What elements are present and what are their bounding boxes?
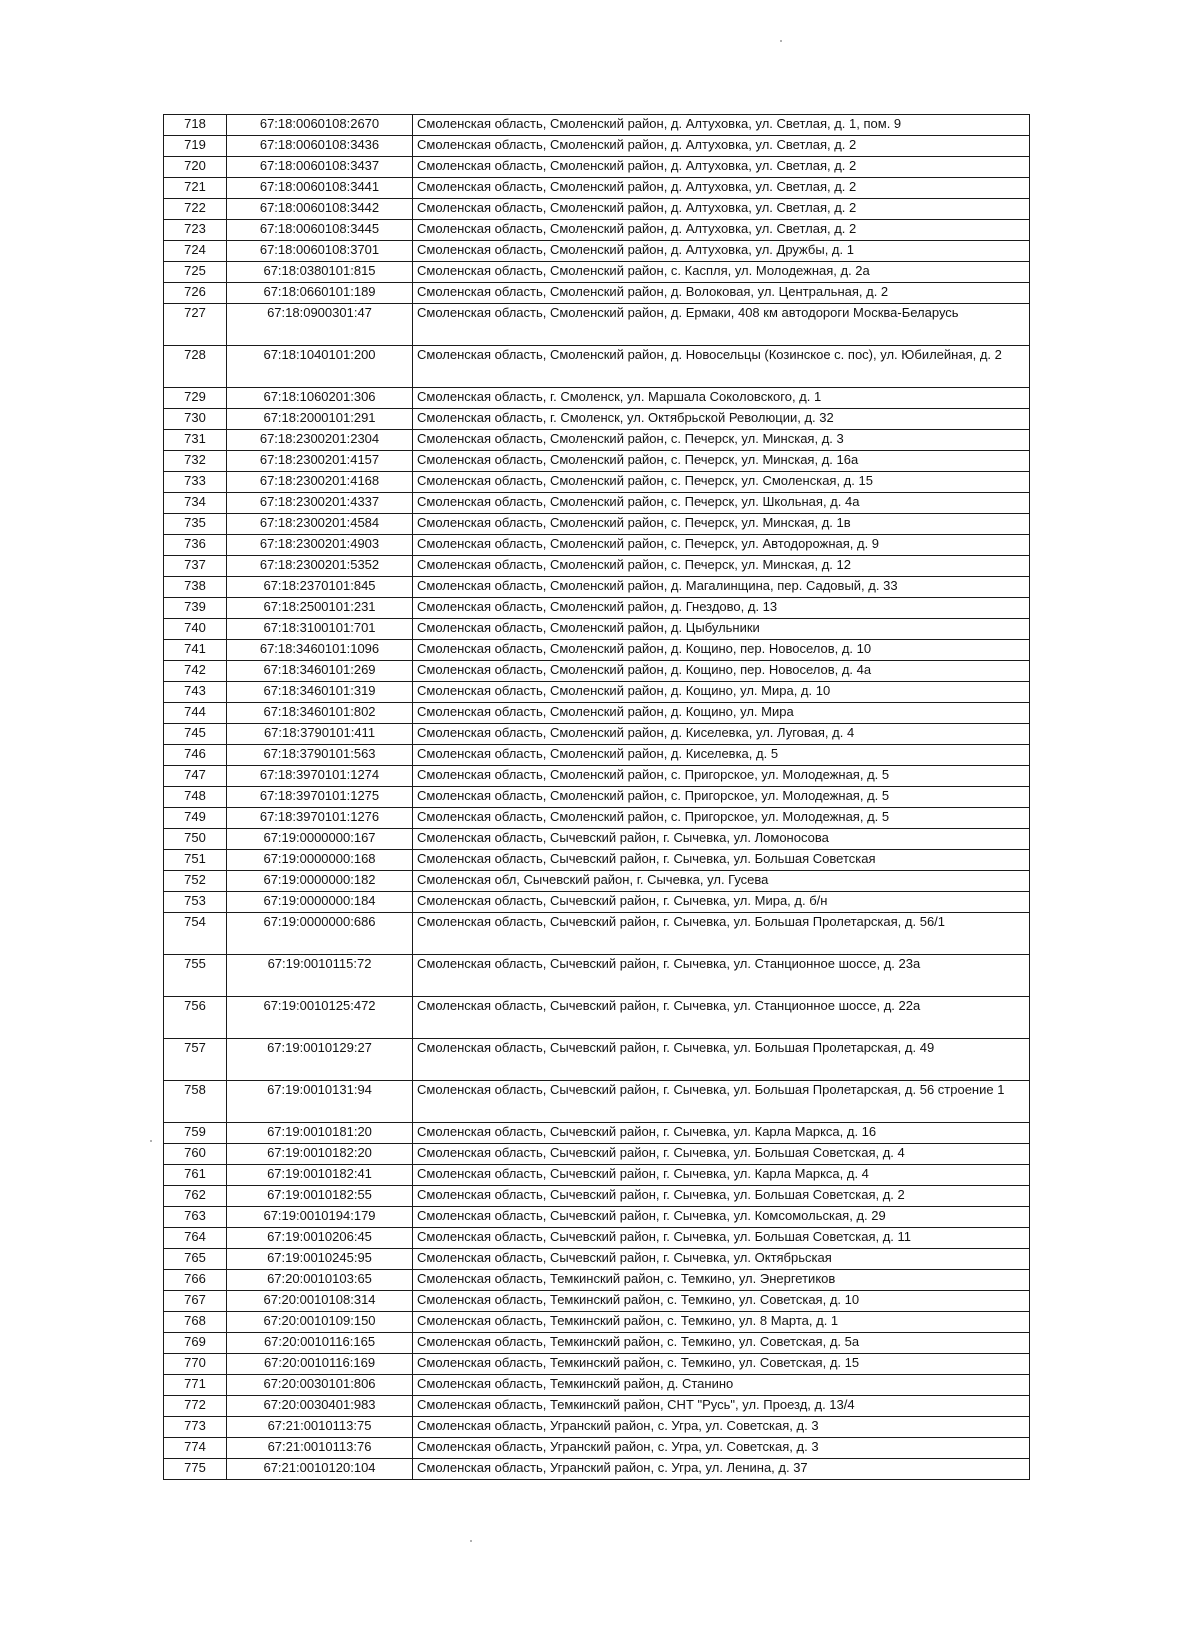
table-row xyxy=(164,1333,1030,1354)
cadastral-number-cell: 67:18:0660101:189 xyxy=(227,283,413,304)
row-number-cell: 773 xyxy=(164,1417,227,1438)
address-cell: Смоленская область, Темкинский район, СНТ "Русь", ул. Проезд, д. 13/4 xyxy=(413,1396,1030,1417)
cadastral-number-cell: 67:19:0000000:182 xyxy=(227,871,413,892)
table-row xyxy=(164,766,1030,787)
table-row xyxy=(164,850,1030,871)
cadastral-number-cell: 67:19:0010115:72 xyxy=(227,955,413,997)
cadastral-number-cell: 67:18:3100101:701 xyxy=(227,619,413,640)
address-cell: Смоленская область, Смоленский район, д. Ермаки, 408 км автодороги Москва-Беларусь xyxy=(413,304,1030,346)
cadastral-number-cell: 67:21:0010113:76 xyxy=(227,1438,413,1459)
cadastral-number-cell: 67:18:3460101:1096 xyxy=(227,640,413,661)
table-row xyxy=(164,115,1030,136)
address-cell: Смоленская область, Сычевский район, г. Сычевка, ул. Станционное шоссе, д. 22а xyxy=(413,997,1030,1039)
cadastral-number-cell: 67:18:0060108:3437 xyxy=(227,157,413,178)
table-row xyxy=(164,1354,1030,1375)
table-row xyxy=(164,556,1030,577)
row-number-cell: 747 xyxy=(164,766,227,787)
table-row xyxy=(164,703,1030,724)
row-number-cell: 741 xyxy=(164,640,227,661)
cadastral-number-cell: 67:18:0060108:3701 xyxy=(227,241,413,262)
cadastral-number-cell: 67:18:2300201:4168 xyxy=(227,472,413,493)
table-row xyxy=(164,1438,1030,1459)
table-row xyxy=(164,1123,1030,1144)
table-row xyxy=(164,304,1030,346)
address-cell: Смоленская область, Смоленский район, д. Алтуховка, ул. Светлая, д. 2 xyxy=(413,199,1030,220)
address-cell: Смоленская область, г. Смоленск, ул. Октябрьской Революции, д. 32 xyxy=(413,409,1030,430)
table-row xyxy=(164,514,1030,535)
cadastral-number-cell: 67:18:2300201:4157 xyxy=(227,451,413,472)
row-number-cell: 755 xyxy=(164,955,227,997)
row-number-cell: 763 xyxy=(164,1207,227,1228)
row-number-cell: 758 xyxy=(164,1081,227,1123)
address-cell: Смоленская область, Сычевский район, г. Сычевка, ул. Большая Пролетарская, д. 56 строение 1 xyxy=(413,1081,1030,1123)
address-cell: Смоленская область, Темкинский район, с. Темкино, ул. Советская, д. 15 xyxy=(413,1354,1030,1375)
table-row xyxy=(164,682,1030,703)
table-row xyxy=(164,493,1030,514)
address-cell: Смоленская область, Смоленский район, с. Печерск, ул. Школьная, д. 4а xyxy=(413,493,1030,514)
address-cell: Смоленская область, Сычевский район, г. Сычевка, ул. Ломоносова xyxy=(413,829,1030,850)
address-cell: Смоленская область, Темкинский район, с. Темкино, ул. Советская, д. 5а xyxy=(413,1333,1030,1354)
table-row xyxy=(164,892,1030,913)
table-row xyxy=(164,1270,1030,1291)
address-cell: Смоленская область, Смоленский район, д. Алтуховка, ул. Светлая, д. 2 xyxy=(413,178,1030,199)
address-cell: Смоленская область, Сычевский район, г. Сычевка, ул. Мира, д. б/н xyxy=(413,892,1030,913)
scan-speck xyxy=(470,1540,472,1542)
address-cell: Смоленская область, Темкинский район, с. Темкино, ул. Энергетиков xyxy=(413,1270,1030,1291)
row-number-cell: 734 xyxy=(164,493,227,514)
table-row xyxy=(164,451,1030,472)
row-number-cell: 768 xyxy=(164,1312,227,1333)
table-row xyxy=(164,1081,1030,1123)
row-number-cell: 757 xyxy=(164,1039,227,1081)
cadastral-number-cell: 67:21:0010113:75 xyxy=(227,1417,413,1438)
address-cell: Смоленская область, Смоленский район, с. Каспля, ул. Молодежная, д. 2а xyxy=(413,262,1030,283)
cadastral-number-cell: 67:20:0010109:150 xyxy=(227,1312,413,1333)
cadastral-number-cell: 67:18:0060108:3442 xyxy=(227,199,413,220)
cadastral-number-cell: 67:18:0060108:3441 xyxy=(227,178,413,199)
address-cell: Смоленская область, Сычевский район, г. Сычевка, ул. Большая Советская xyxy=(413,850,1030,871)
table-row xyxy=(164,913,1030,955)
row-number-cell: 767 xyxy=(164,1291,227,1312)
cadastral-number-cell: 67:19:0010125:472 xyxy=(227,997,413,1039)
row-number-cell: 718 xyxy=(164,115,227,136)
address-cell: Смоленская область, Сычевский район, г. Сычевка, ул. Большая Советская, д. 11 xyxy=(413,1228,1030,1249)
row-number-cell: 765 xyxy=(164,1249,227,1270)
address-cell: Смоленская область, Темкинский район, с. Темкино, ул. 8 Марта, д. 1 xyxy=(413,1312,1030,1333)
table-row xyxy=(164,724,1030,745)
row-number-cell: 744 xyxy=(164,703,227,724)
address-cell: Смоленская область, г. Смоленск, ул. Маршала Соколовского, д. 1 xyxy=(413,388,1030,409)
table-row xyxy=(164,262,1030,283)
address-cell: Смоленская область, Смоленский район, с. Пригорское, ул. Молодежная, д. 5 xyxy=(413,808,1030,829)
table-row xyxy=(164,346,1030,388)
row-number-cell: 759 xyxy=(164,1123,227,1144)
address-cell: Смоленская область, Сычевский район, г. Сычевка, ул. Карла Маркса, д. 4 xyxy=(413,1165,1030,1186)
row-number-cell: 752 xyxy=(164,871,227,892)
cadastral-number-cell: 67:19:0010182:55 xyxy=(227,1186,413,1207)
row-number-cell: 732 xyxy=(164,451,227,472)
cadastral-number-cell: 67:20:0010103:65 xyxy=(227,1270,413,1291)
cadastral-number-cell: 67:19:0010131:94 xyxy=(227,1081,413,1123)
cadastral-number-cell: 67:20:0030401:983 xyxy=(227,1396,413,1417)
row-number-cell: 725 xyxy=(164,262,227,283)
row-number-cell: 722 xyxy=(164,199,227,220)
row-number-cell: 775 xyxy=(164,1459,227,1480)
table-row xyxy=(164,283,1030,304)
cadastral-number-cell: 67:18:2300201:4584 xyxy=(227,514,413,535)
table-row xyxy=(164,220,1030,241)
row-number-cell: 739 xyxy=(164,598,227,619)
address-cell: Смоленская область, Сычевский район, г. Сычевка, ул. Октябрьская xyxy=(413,1249,1030,1270)
cadastral-number-cell: 67:19:0000000:686 xyxy=(227,913,413,955)
cadastral-number-cell: 67:19:0010194:179 xyxy=(227,1207,413,1228)
cadastral-number-cell: 67:18:2300201:4903 xyxy=(227,535,413,556)
table-row xyxy=(164,1312,1030,1333)
cadastral-number-cell: 67:18:3790101:563 xyxy=(227,745,413,766)
cadastral-number-cell: 67:19:0000000:168 xyxy=(227,850,413,871)
address-cell: Смоленская область, Угранский район, с. Угра, ул. Советская, д. 3 xyxy=(413,1417,1030,1438)
table-row xyxy=(164,1375,1030,1396)
address-cell: Смоленская область, Темкинский район, с. Темкино, ул. Советская, д. 10 xyxy=(413,1291,1030,1312)
cadastral-number-cell: 67:18:2300201:5352 xyxy=(227,556,413,577)
table-row xyxy=(164,640,1030,661)
address-cell: Смоленская область, Смоленский район, с. Пригорское, ул. Молодежная, д. 5 xyxy=(413,766,1030,787)
cadastral-number-cell: 67:18:3790101:411 xyxy=(227,724,413,745)
cadastral-number-cell: 67:18:2300201:2304 xyxy=(227,430,413,451)
cadastral-number-cell: 67:18:3460101:269 xyxy=(227,661,413,682)
cadastral-number-cell: 67:20:0030101:806 xyxy=(227,1375,413,1396)
address-cell: Смоленская область, Смоленский район, с. Пригорское, ул. Молодежная, д. 5 xyxy=(413,787,1030,808)
cadastral-number-cell: 67:18:2500101:231 xyxy=(227,598,413,619)
address-cell: Смоленская область, Смоленский район, с. Печерск, ул. Смоленская, д. 15 xyxy=(413,472,1030,493)
row-number-cell: 753 xyxy=(164,892,227,913)
table-row xyxy=(164,745,1030,766)
row-number-cell: 751 xyxy=(164,850,227,871)
cadastral-number-cell: 67:18:0060108:2670 xyxy=(227,115,413,136)
cadastral-number-cell: 67:18:1060201:306 xyxy=(227,388,413,409)
row-number-cell: 727 xyxy=(164,304,227,346)
table-row xyxy=(164,388,1030,409)
row-number-cell: 774 xyxy=(164,1438,227,1459)
address-cell: Смоленская область, Сычевский район, г. Сычевка, ул. Большая Пролетарская, д. 56/1 xyxy=(413,913,1030,955)
row-number-cell: 772 xyxy=(164,1396,227,1417)
address-cell: Смоленская область, Темкинский район, д. Станино xyxy=(413,1375,1030,1396)
cadastral-number-cell: 67:18:2370101:845 xyxy=(227,577,413,598)
table-row xyxy=(164,157,1030,178)
address-cell: Смоленская область, Смоленский район, д. Волоковая, ул. Центральная, д. 2 xyxy=(413,283,1030,304)
address-cell: Смоленская область, Смоленский район, д. Алтуховка, ул. Дружбы, д. 1 xyxy=(413,241,1030,262)
table-row xyxy=(164,619,1030,640)
table-row xyxy=(164,997,1030,1039)
address-cell: Смоленская область, Смоленский район, с. Печерск, ул. Автодорожная, д. 9 xyxy=(413,535,1030,556)
row-number-cell: 738 xyxy=(164,577,227,598)
cadastral-number-cell: 67:18:2000101:291 xyxy=(227,409,413,430)
scan-speck xyxy=(780,40,782,42)
address-cell: Смоленская область, Смоленский район, д. Гнездово, д. 13 xyxy=(413,598,1030,619)
row-number-cell: 731 xyxy=(164,430,227,451)
cadastral-number-cell: 67:20:0010108:314 xyxy=(227,1291,413,1312)
address-cell: Смоленская область, Смоленский район, д. Киселевка, д. 5 xyxy=(413,745,1030,766)
address-cell: Смоленская область, Смоленский район, д. Алтуховка, ул. Светлая, д. 1, пом. 9 xyxy=(413,115,1030,136)
row-number-cell: 749 xyxy=(164,808,227,829)
cadastral-number-cell: 67:18:1040101:200 xyxy=(227,346,413,388)
table-row xyxy=(164,577,1030,598)
row-number-cell: 745 xyxy=(164,724,227,745)
table-row xyxy=(164,1417,1030,1438)
table-row xyxy=(164,1249,1030,1270)
row-number-cell: 735 xyxy=(164,514,227,535)
table-row xyxy=(164,787,1030,808)
address-cell: Смоленская область, Смоленский район, д. Новосельцы (Козинское с. пос), ул. Юбилейная, д. 2 xyxy=(413,346,1030,388)
address-cell: Смоленская область, Смоленский район, с. Печерск, ул. Минская, д. 16а xyxy=(413,451,1030,472)
cadastral-objects-table xyxy=(163,114,1030,1480)
cadastral-number-cell: 67:18:3460101:319 xyxy=(227,682,413,703)
cadastral-number-cell: 67:19:0010182:20 xyxy=(227,1144,413,1165)
row-number-cell: 766 xyxy=(164,1270,227,1291)
address-cell: Смоленская область, Смоленский район, д. Магалинщина, пер. Садовый, д. 33 xyxy=(413,577,1030,598)
address-cell: Смоленская область, Смоленский район, д. Алтуховка, ул. Светлая, д. 2 xyxy=(413,136,1030,157)
table-row xyxy=(164,1228,1030,1249)
row-number-cell: 724 xyxy=(164,241,227,262)
address-cell: Смоленская область, Смоленский район, д. Алтуховка, ул. Светлая, д. 2 xyxy=(413,157,1030,178)
table-body xyxy=(164,115,1030,1480)
row-number-cell: 723 xyxy=(164,220,227,241)
row-number-cell: 756 xyxy=(164,997,227,1039)
address-cell: Смоленская обл, Сычевский район, г. Сычевка, ул. Гусева xyxy=(413,871,1030,892)
cadastral-number-cell: 67:18:3460101:802 xyxy=(227,703,413,724)
address-cell: Смоленская область, Сычевский район, г. Сычевка, ул. Большая Советская, д. 4 xyxy=(413,1144,1030,1165)
cadastral-number-cell: 67:19:0000000:167 xyxy=(227,829,413,850)
row-number-cell: 737 xyxy=(164,556,227,577)
row-number-cell: 743 xyxy=(164,682,227,703)
cadastral-number-cell: 67:19:0000000:184 xyxy=(227,892,413,913)
address-cell: Смоленская область, Сычевский район, г. Сычевка, ул. Комсомольская, д. 29 xyxy=(413,1207,1030,1228)
cadastral-number-cell: 67:18:0900301:47 xyxy=(227,304,413,346)
row-number-cell: 746 xyxy=(164,745,227,766)
row-number-cell: 764 xyxy=(164,1228,227,1249)
row-number-cell: 740 xyxy=(164,619,227,640)
row-number-cell: 742 xyxy=(164,661,227,682)
row-number-cell: 771 xyxy=(164,1375,227,1396)
row-number-cell: 769 xyxy=(164,1333,227,1354)
cadastral-number-cell: 67:19:0010245:95 xyxy=(227,1249,413,1270)
table-row xyxy=(164,241,1030,262)
cadastral-number-cell: 67:18:3970101:1274 xyxy=(227,766,413,787)
cadastral-number-cell: 67:19:0010181:20 xyxy=(227,1123,413,1144)
cadastral-number-cell: 67:20:0010116:165 xyxy=(227,1333,413,1354)
scan-speck xyxy=(150,1140,152,1142)
table-row xyxy=(164,808,1030,829)
cadastral-number-cell: 67:18:3970101:1276 xyxy=(227,808,413,829)
table-row xyxy=(164,1396,1030,1417)
row-number-cell: 770 xyxy=(164,1354,227,1375)
table-row xyxy=(164,136,1030,157)
row-number-cell: 750 xyxy=(164,829,227,850)
row-number-cell: 761 xyxy=(164,1165,227,1186)
cadastral-number-cell: 67:19:0010182:41 xyxy=(227,1165,413,1186)
row-number-cell: 733 xyxy=(164,472,227,493)
table-row xyxy=(164,871,1030,892)
row-number-cell: 721 xyxy=(164,178,227,199)
cadastral-number-cell: 67:18:3970101:1275 xyxy=(227,787,413,808)
address-cell: Смоленская область, Смоленский район, д. Алтуховка, ул. Светлая, д. 2 xyxy=(413,220,1030,241)
address-cell: Смоленская область, Смоленский район, д. Кощино, ул. Мира xyxy=(413,703,1030,724)
table-row xyxy=(164,598,1030,619)
address-cell: Смоленская область, Смоленский район, с. Печерск, ул. Минская, д. 3 xyxy=(413,430,1030,451)
table-row xyxy=(164,955,1030,997)
row-number-cell: 748 xyxy=(164,787,227,808)
cadastral-number-cell: 67:18:0380101:815 xyxy=(227,262,413,283)
address-cell: Смоленская область, Смоленский район, д. Киселевка, ул. Луговая, д. 4 xyxy=(413,724,1030,745)
table-row xyxy=(164,199,1030,220)
row-number-cell: 726 xyxy=(164,283,227,304)
table-row xyxy=(164,661,1030,682)
table-row xyxy=(164,430,1030,451)
table-row xyxy=(164,1039,1030,1081)
address-cell: Смоленская область, Смоленский район, д. Кощино, пер. Новоселов, д. 4а xyxy=(413,661,1030,682)
table-row xyxy=(164,829,1030,850)
row-number-cell: 729 xyxy=(164,388,227,409)
address-cell: Смоленская область, Сычевский район, г. Сычевка, ул. Большая Советская, д. 2 xyxy=(413,1186,1030,1207)
cadastral-number-cell: 67:21:0010120:104 xyxy=(227,1459,413,1480)
cadastral-number-cell: 67:19:0010206:45 xyxy=(227,1228,413,1249)
table-row xyxy=(164,535,1030,556)
address-cell: Смоленская область, Угранский район, с. Угра, ул. Советская, д. 3 xyxy=(413,1438,1030,1459)
address-cell: Смоленская область, Смоленский район, д. Кощино, ул. Мира, д. 10 xyxy=(413,682,1030,703)
table-row xyxy=(164,409,1030,430)
row-number-cell: 762 xyxy=(164,1186,227,1207)
row-number-cell: 754 xyxy=(164,913,227,955)
address-cell: Смоленская область, Сычевский район, г. Сычевка, ул. Станционное шоссе, д. 23а xyxy=(413,955,1030,997)
table-row xyxy=(164,1186,1030,1207)
table-row xyxy=(164,178,1030,199)
table-row xyxy=(164,1165,1030,1186)
table-row xyxy=(164,1459,1030,1480)
address-cell: Смоленская область, Смоленский район, с. Печерск, ул. Минская, д. 12 xyxy=(413,556,1030,577)
row-number-cell: 760 xyxy=(164,1144,227,1165)
row-number-cell: 720 xyxy=(164,157,227,178)
table-row xyxy=(164,1144,1030,1165)
row-number-cell: 719 xyxy=(164,136,227,157)
row-number-cell: 730 xyxy=(164,409,227,430)
cadastral-number-cell: 67:19:0010129:27 xyxy=(227,1039,413,1081)
cadastral-number-cell: 67:18:0060108:3445 xyxy=(227,220,413,241)
table-row xyxy=(164,472,1030,493)
address-cell: Смоленская область, Угранский район, с. Угра, ул. Ленина, д. 37 xyxy=(413,1459,1030,1480)
address-cell: Смоленская область, Смоленский район, с. Печерск, ул. Минская, д. 1в xyxy=(413,514,1030,535)
table-row xyxy=(164,1207,1030,1228)
table-row xyxy=(164,1291,1030,1312)
cadastral-number-cell: 67:18:2300201:4337 xyxy=(227,493,413,514)
cadastral-number-cell: 67:18:0060108:3436 xyxy=(227,136,413,157)
address-cell: Смоленская область, Сычевский район, г. Сычевка, ул. Большая Пролетарская, д. 49 xyxy=(413,1039,1030,1081)
row-number-cell: 728 xyxy=(164,346,227,388)
cadastral-number-cell: 67:20:0010116:169 xyxy=(227,1354,413,1375)
row-number-cell: 736 xyxy=(164,535,227,556)
address-cell: Смоленская область, Сычевский район, г. Сычевка, ул. Карла Маркса, д. 16 xyxy=(413,1123,1030,1144)
address-cell: Смоленская область, Смоленский район, д. Кощино, пер. Новоселов, д. 10 xyxy=(413,640,1030,661)
address-cell: Смоленская область, Смоленский район, д. Цыбульники xyxy=(413,619,1030,640)
